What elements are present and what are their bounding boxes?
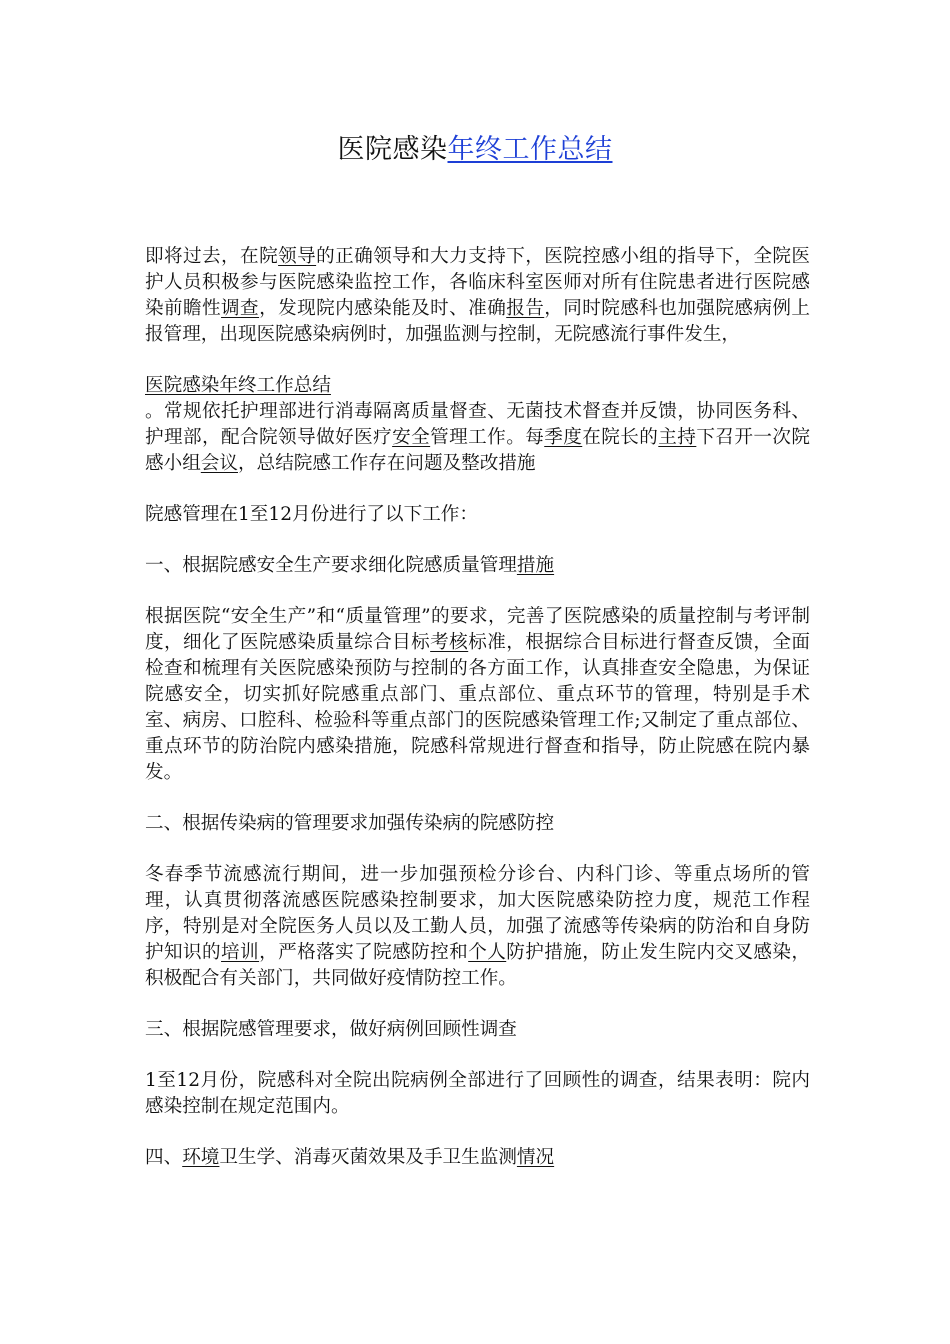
text-run: 管理工作。每 (430, 427, 545, 448)
link-meeting[interactable]: 会议 (200, 453, 238, 474)
routine-paragraph (145, 399, 810, 477)
text-run: 卫生学、消毒灭菌效果及手卫生监测 (219, 1147, 517, 1168)
link-environment[interactable]: 环境 (182, 1147, 220, 1168)
text-run: ，同时院感科也加强院感病例上报管理，出现医院感染病例时，加强监测与控制，无院感流行事件发生， (145, 298, 810, 345)
link-survey[interactable]: 调查 (221, 298, 260, 319)
link-training[interactable]: 培训 (221, 942, 260, 963)
link-leadership[interactable]: 领导 (278, 246, 317, 267)
text-run: 的正确领导和大力支持下，医院控感小组的指导下，全院医护人员积极参与医院感染监控工作，各临床科室医师对所有住院患者进行医院感染前瞻性 (145, 246, 810, 319)
section-1-body (145, 604, 810, 786)
section-1-heading (145, 553, 810, 579)
text-run: 下召开一次院感小组 (145, 427, 810, 474)
intro-paragraph (145, 244, 810, 348)
link-personal[interactable]: 个人 (468, 942, 507, 963)
text-run: ，发现院内感染能及时、准确 (259, 298, 507, 319)
link-host[interactable]: 主持 (658, 427, 697, 448)
text-run: 四、 (145, 1147, 183, 1168)
text-run: 。常规依托护理部进行消毒隔离质量督查、无菌技术督查并反馈，协同医务科、护理部，配合院领导做好医疗 (145, 401, 810, 448)
link-summary-heading[interactable]: 医院感染年终工作总结 (145, 375, 331, 396)
title-link[interactable]: 年终工作总结 (447, 134, 613, 165)
summary-link-line (145, 373, 810, 399)
text-run: ，总结院感工作存在问题及整改措施 (238, 453, 536, 474)
section-3-heading: 三、根据院感管理要求，做好病例回顾性调查 (145, 1019, 517, 1040)
text-run: 根据医院“安全生产”和“质量管理”的要求，完善了医院感染的质量控制与考评制度，细化了医院感染质量综合目标 (145, 606, 810, 653)
text-run: 标准，根据综合目标进行督查反馈，全面检查和梳理有关医院感染预防与控制的各方面工作，认真排查安全隐患，为保证院感安全，切实抓好院感重点部门、重点部位、重点环节的管理，特别是手术室、病房、口腔科、检验科等重点部门的医院感染管理工作;又制定了重点部位、重点环节的防治院内感染措施，院感科常规进行督查和指导，防止院感在院内暴发。 (145, 632, 810, 783)
section-2-heading: 二、根据传染病的管理要求加强传染病的院感防控 (145, 813, 555, 834)
text-run: 一、根据院感安全生产要求细化院感质量管理 (145, 555, 517, 576)
link-safety[interactable]: 安全 (392, 427, 431, 448)
link-report[interactable]: 报告 (506, 298, 545, 319)
link-measures[interactable]: 措施 (516, 555, 555, 576)
link-assessment[interactable]: 考核 (430, 632, 469, 653)
document-title (0, 132, 950, 168)
section-3-body: 1至12月份，院感科对全院出院病例全部进行了回顾性的调查，结果表明：院内感染控制在规定范围内。 (145, 1070, 810, 1117)
section-2-body (145, 862, 810, 992)
text-run: ，严格落实了院感防控和 (259, 942, 469, 963)
document-body (145, 244, 810, 1196)
text-run: 冬春季节流感流行期间，进一步加强预检分诊台、内科门诊、等重点场所的管理，认真贯彻落流感医院感染控制要求，加大医院感染防控力度，规范工作程序，特别是对全院医务人员以及工勤人员，加强了流感等传染病的防治和自身防护知识的 (145, 864, 810, 963)
link-quarter[interactable]: 季度 (544, 427, 583, 448)
link-situation[interactable]: 情况 (516, 1147, 555, 1168)
work-intro-paragraph: 院感管理在1至12月份进行了以下工作： (145, 504, 478, 525)
text-run: 即将过去，在院 (145, 246, 279, 267)
title-plain-text: 医院感染 (337, 134, 448, 165)
text-run: 在院长的 (582, 427, 659, 448)
text-run: 防护措施，防止发生院内交叉感染，积极配合有关部门，共同做好疫情防控工作。 (145, 942, 810, 989)
section-4-heading (145, 1145, 810, 1171)
